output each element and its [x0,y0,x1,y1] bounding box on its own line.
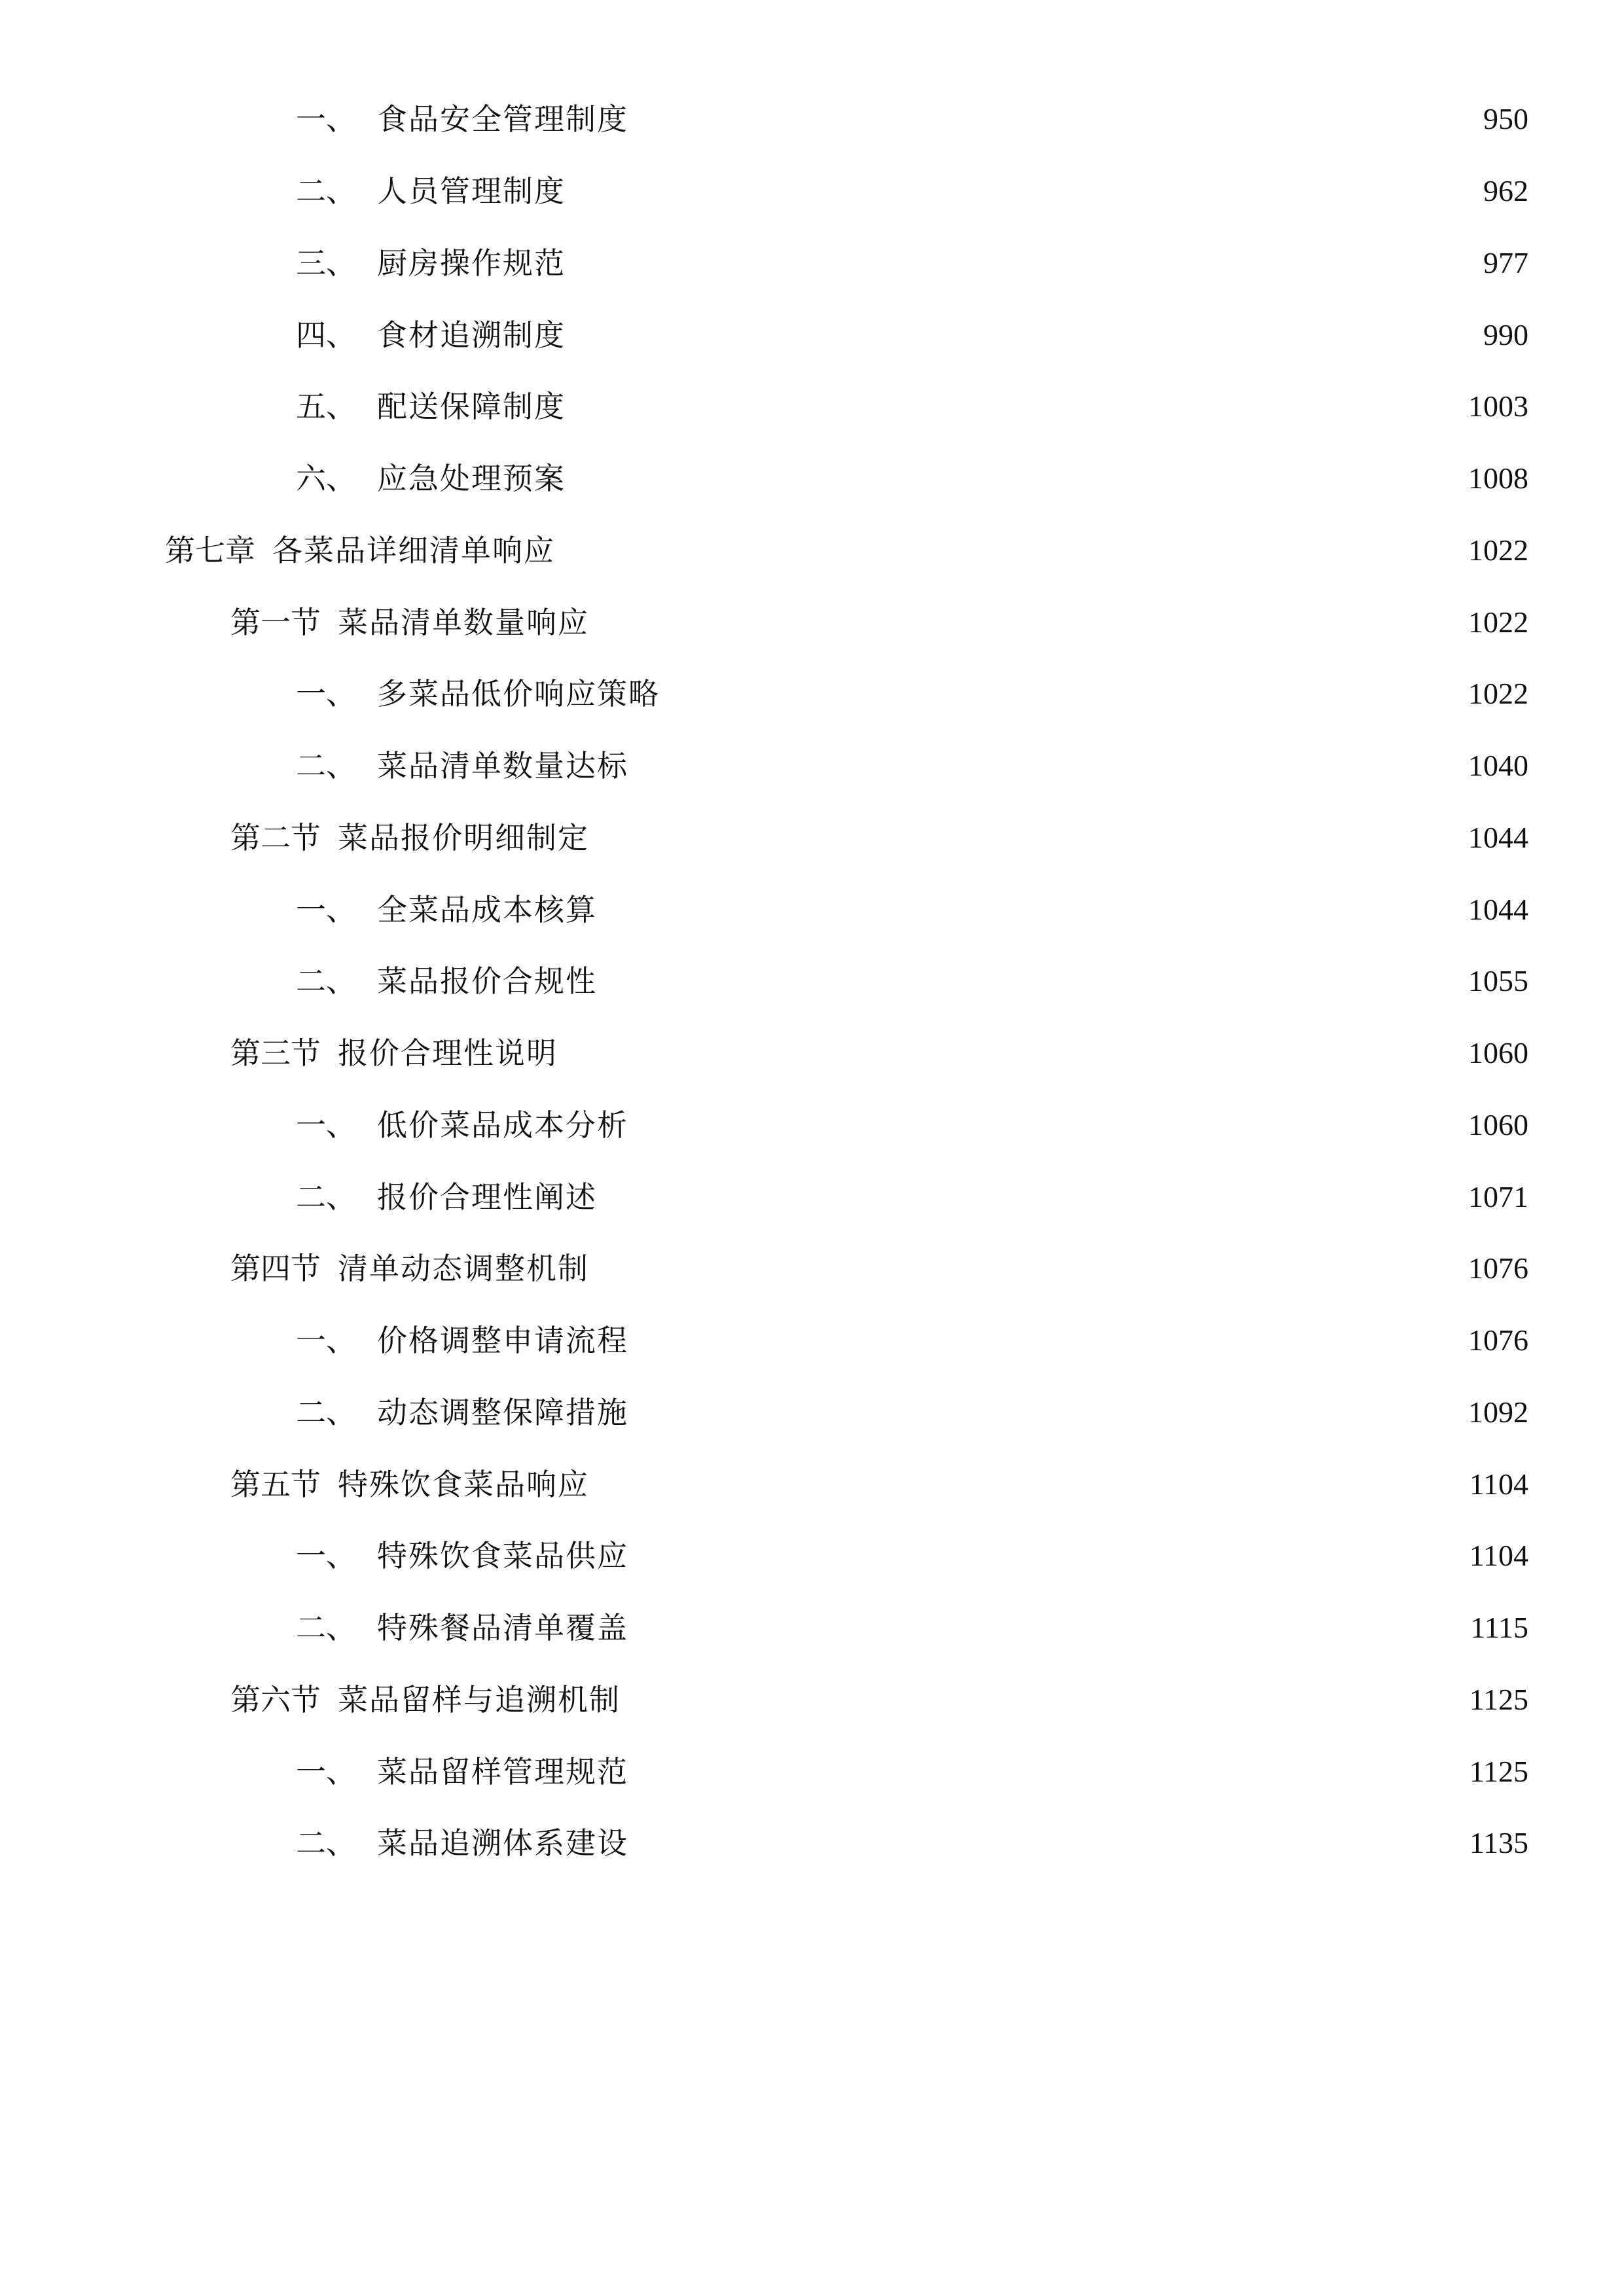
toc-entry-title: 价格调整申请流程 [377,1323,628,1358]
toc-entry-title: 各菜品详细清单响应 [272,533,555,568]
toc-entry-25[interactable] [296,1817,1528,1869]
toc-entry-18[interactable] [296,1314,1528,1367]
dot-leader [596,611,1456,641]
toc-entry-page: 1076 [1468,1251,1528,1285]
toc-entry-page: 1071 [1468,1180,1528,1213]
toc-entry-title: 菜品留样管理规范 [377,1754,628,1789]
dot-leader [572,395,1456,425]
dot-leader [572,180,1471,210]
dot-leader [564,1042,1456,1072]
toc-entry-13[interactable] [296,955,1528,1007]
toc-entry-title: 人员管理制度 [377,173,566,209]
toc-entry-title: 食品安全管理制度 [377,101,628,137]
dot-leader [596,1257,1456,1287]
toc-entry-1[interactable] [296,93,1528,145]
toc-entry-page: 1008 [1468,461,1528,495]
toc-entry-page: 1022 [1468,605,1528,639]
toc-entry-7[interactable] [165,524,1528,577]
toc-entry-page: 1022 [1468,533,1528,567]
toc-entry-page: 1115 [1470,1611,1528,1644]
toc-entry-page: 1060 [1468,1036,1528,1069]
toc-entry-3[interactable] [296,237,1528,289]
dot-leader [596,1473,1458,1503]
dot-leader [635,755,1456,785]
dot-leader [604,1186,1456,1216]
toc-entry-page: 1044 [1468,821,1528,854]
dot-leader [635,1545,1458,1575]
toc-entry-number: 第一节 [230,605,321,640]
toc-entry-2[interactable] [296,165,1528,217]
toc-entry-number: 第六节 [230,1682,321,1717]
toc-entry-page: 1125 [1469,1755,1528,1788]
toc-entry-9[interactable] [296,668,1528,720]
toc-entry-number: 一、 [296,676,356,711]
toc-entry-title: 动态调整保障措施 [377,1395,628,1430]
toc-entry-number: 二、 [296,748,356,783]
toc-entry-number: 第五节 [230,1467,321,1502]
toc-entry-title: 应急处理预案 [377,461,566,496]
toc-entry-title: 厨房操作规范 [377,245,566,281]
toc-entry-title: 菜品报价明细制定 [338,820,589,855]
toc-entry-number: 第七章 [165,533,255,568]
dot-leader [627,1689,1458,1719]
toc-entry-title: 特殊餐品清单覆盖 [377,1610,628,1645]
dot-leader [572,252,1471,282]
toc-entry-4[interactable] [296,309,1528,361]
toc-entry-number: 第四节 [230,1251,321,1286]
toc-entry-23[interactable] [230,1674,1528,1726]
toc-entry-17[interactable] [230,1242,1528,1295]
dot-leader [596,827,1456,857]
toc-entry-number: 二、 [296,963,356,999]
dot-leader [635,1617,1458,1647]
dot-leader [572,467,1456,497]
toc-entry-number: 二、 [296,1825,356,1861]
toc-entry-title: 全菜品成本核算 [377,892,597,927]
toc-entry-title: 报价合理性阐述 [377,1179,597,1215]
toc-entry-number: 五、 [296,389,356,424]
dot-leader [666,683,1456,713]
toc-entry-page: 950 [1483,102,1528,135]
toc-entry-number: 一、 [296,1107,356,1143]
toc-entry-19[interactable] [296,1386,1528,1439]
toc-entry-page: 1060 [1468,1108,1528,1141]
toc-entry-page: 1044 [1468,893,1528,926]
dot-leader [635,1114,1456,1144]
toc-entry-title: 特殊饮食菜品响应 [338,1467,589,1502]
toc-entry-title: 清单动态调整机制 [338,1251,589,1286]
toc-entry-title: 菜品留样与追溯机制 [338,1682,621,1717]
toc-entry-page: 1040 [1468,749,1528,782]
toc-entry-20[interactable] [230,1458,1528,1511]
toc-entry-number: 六、 [296,461,356,496]
toc-entry-title: 低价菜品成本分析 [377,1107,628,1143]
dot-leader [604,970,1456,1000]
toc-entry-number: 二、 [296,1395,356,1430]
toc-entry-6[interactable] [296,452,1528,505]
toc-entry-page: 1076 [1468,1323,1528,1357]
toc-entry-title: 菜品报价合规性 [377,963,597,999]
toc-entry-5[interactable] [296,380,1528,433]
toc-entry-page: 962 [1483,174,1528,207]
toc-entry-number: 一、 [296,1323,356,1358]
toc-entry-title: 多菜品低价响应策略 [377,676,660,711]
toc-entry-24[interactable] [296,1746,1528,1798]
toc-entry-11[interactable] [230,812,1528,864]
toc-entry-title: 特殊饮食菜品供应 [377,1538,628,1573]
toc-entry-title: 配送保障制度 [377,389,566,424]
toc-entry-15[interactable] [296,1099,1528,1151]
toc-entry-number: 第三节 [230,1035,321,1071]
dot-leader [635,108,1471,138]
toc-entry-title: 食材追溯制度 [377,317,566,353]
toc-entry-page: 1092 [1468,1395,1528,1429]
toc-entry-number: 一、 [296,1538,356,1573]
dot-leader [635,1761,1458,1791]
toc-entry-number: 三、 [296,245,356,281]
toc-entry-page: 1104 [1469,1467,1528,1501]
toc-entry-number: 第二节 [230,820,321,855]
dot-leader [635,1401,1456,1431]
toc-entry-page: 1022 [1468,677,1528,710]
toc-entry-title: 菜品清单数量响应 [338,605,589,640]
toc-entry-number: 一、 [296,1754,356,1789]
toc-entry-number: 四、 [296,317,356,353]
dot-leader [604,899,1456,929]
toc-entry-page: 1135 [1469,1826,1528,1859]
toc-entry-number: 二、 [296,1610,356,1645]
toc-entry-10[interactable] [296,740,1528,792]
toc-entry-14[interactable] [230,1027,1528,1079]
toc-entry-number: 一、 [296,101,356,137]
toc-entry-12[interactable] [296,884,1528,936]
toc-entry-8[interactable] [230,596,1528,649]
toc-entry-number: 二、 [296,173,356,209]
toc-entry-number: 二、 [296,1179,356,1215]
toc-entry-21[interactable] [296,1530,1528,1582]
toc-entry-title: 菜品清单数量达标 [377,748,628,783]
toc-entry-page: 1055 [1468,964,1528,997]
dot-leader [635,1329,1456,1359]
toc-entry-page: 1003 [1468,389,1528,423]
toc-entry-page: 1125 [1469,1683,1528,1716]
toc-entry-number: 一、 [296,892,356,927]
toc-entry-16[interactable] [296,1171,1528,1223]
toc-entry-title: 报价合理性说明 [338,1035,558,1071]
toc-entry-page: 977 [1483,246,1528,279]
toc-entry-title: 菜品追溯体系建设 [377,1825,628,1861]
dot-leader [572,324,1471,354]
dot-leader [635,1832,1458,1862]
toc-entry-page: 1104 [1469,1539,1528,1572]
dot-leader [562,539,1456,569]
toc-entry-22[interactable] [296,1602,1528,1654]
toc-entry-page: 990 [1483,318,1528,351]
